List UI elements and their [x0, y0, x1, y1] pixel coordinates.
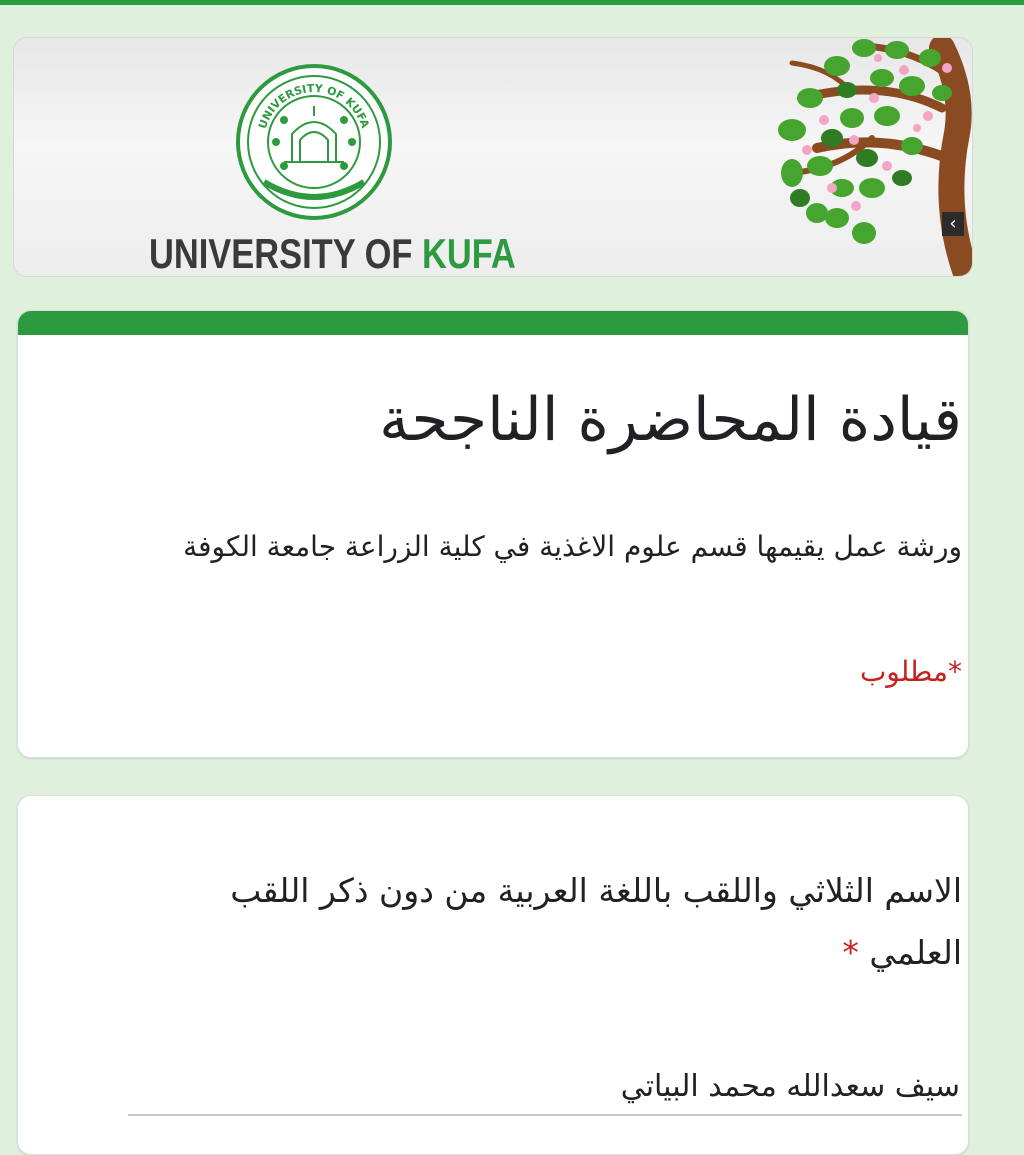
university-logo-text — [149, 230, 516, 277]
required-star: * — [842, 933, 859, 972]
full-name-input[interactable] — [128, 1068, 962, 1116]
question-label-text: الاسم الثلاثي واللقب باللغة العربية من دون ذكر اللقب العلمي — [230, 871, 962, 972]
seal-text: UNIVERSITY OF KUFA — [255, 81, 372, 131]
form-description: ورشة عمل يقيمها قسم علوم الاغذية في كلية الزراعة جامعة الكوفة — [183, 530, 962, 563]
required-note: *مطلوب — [859, 655, 962, 688]
card-accent-bar — [18, 311, 968, 335]
university-seal-icon — [234, 62, 394, 222]
question-label — [162, 860, 962, 984]
header-banner — [13, 37, 973, 277]
slider-arrow-button[interactable]: ‹ — [942, 212, 964, 236]
logo-text-green: KUFA — [422, 230, 516, 277]
tree-illustration-icon — [642, 38, 972, 276]
form-title: قيادة المحاضرة الناجحة — [379, 385, 962, 455]
top-accent-line — [0, 0, 1024, 5]
logo-text-dark: UNIVERSITY OF — [149, 230, 423, 277]
